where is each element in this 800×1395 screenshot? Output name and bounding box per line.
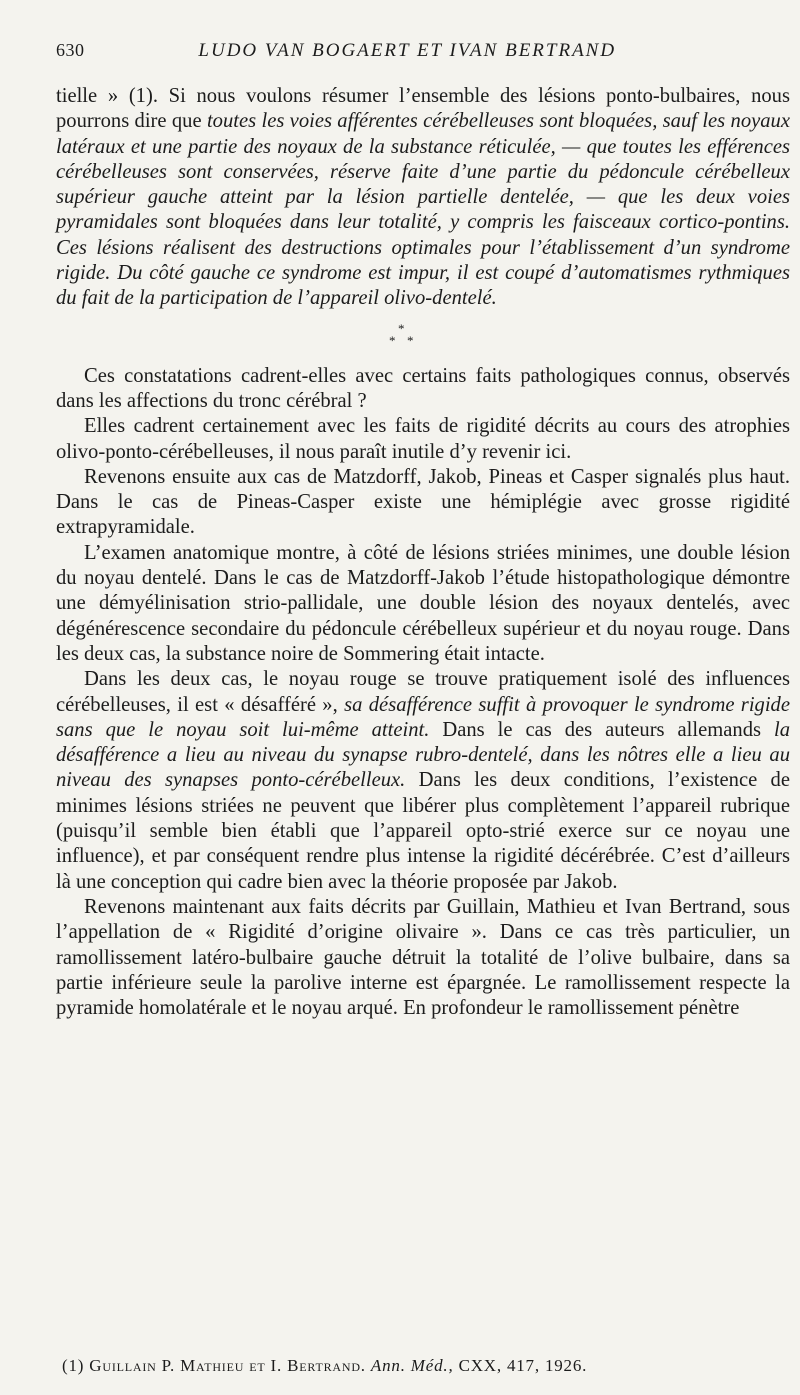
paragraph-7: Revenons maintenant aux faits décrits par Guillain, Mathieu et Ivan Bertrand, sous l’appellation de « Rigidité d’origine olivaire ». Dans ce cas très particulier, un ramollissement latéro-bulbaire gauche détruit la totalité de l’olive bulbaire, dans sa partie inférieure seule la parolive interne est épargnée. Le ramollissement respecte la pyramide homolatérale et le noyau arqué. En profondeur le ramollissement pénètre — [56, 895, 790, 1020]
paragraph-6-italic-1: sa désafférence suffit à provoquer le syndrome rigide sans que le noyau soit lui-même atteint. — [56, 693, 790, 741]
paragraph-6-part-e: Dans les deux conditions, l’existence de minimes lésions striées ne peuvent que libérer plus complètement l’appareil rubrique (puisqu’il semble bien établi que l’appareil opto-strié exerce sur ce noyau une influence), et par conséquent rendre plus intense la rigidité décérébrée. C’est d’ailleurs là une conception qui cadre bien avec la théorie proposée par Jakob. — [56, 769, 790, 893]
footnote-journal: Ann. Méd., — [370, 1356, 454, 1375]
asterism-star-left: * — [389, 332, 396, 348]
paragraph-4: Revenons ensuite aux cas de Matzdorff, Jakob, Pineas et Casper signalés plus haut. Dans le cas de Pineas-Casper existe une hémiplégie avec grosse rigidité extrapyramidale. — [56, 465, 790, 539]
footnote-authors: Guillain P. Mathieu et I. Bertrand. — [89, 1356, 366, 1375]
paragraph-3: Elles cadrent certainement avec les faits de rigidité décrits au cours des atrophies olivo-ponto-cérébelleuses, il nous paraît inutile d’y revenir ici. — [56, 415, 790, 463]
paragraph-1 — [56, 84, 790, 312]
paragraph-1-italic: toutes les voies afférentes cérébelleuses sont bloquées, sauf les noyaux latéraux et une partie des noyaux de la substance réticulée, — que toutes les efférences cérébelleuses sont conservées, réserve faite d’une partie du pédoncule cérébelleux supérieur gauche atteint par la lésion partielle dentelée, — que les deux voies pyramidales sont bloquées dans leur totalité, y compris les faisceaux cortico-pontins. Ces lésions réalisent des destructions optimales pour l’établissement d’un syndrome rigide. Du côté gauche ce syndrome est impur, il est coupé d’automatismes rythmiques du fait de la participation de l’appareil olivo-dentelé. — [56, 110, 790, 310]
paragraph-1-roman: tielle » (1). Si nous voulons résumer l’ensemble des lésions ponto-bulbaires, nous pourrons dire que — [56, 85, 790, 133]
running-title: LUDO VAN BOGAERT ET IVAN BERTRAND — [198, 40, 617, 61]
footnote-mark: (1) — [62, 1356, 85, 1375]
footnote-reference: CXX, 417, 1926. — [458, 1356, 588, 1375]
paragraph-6-part-c: Dans le cas des auteurs allemands — [429, 718, 774, 741]
page-header — [56, 40, 790, 84]
body-text — [56, 84, 790, 1021]
asterism-star-top: * — [398, 320, 405, 336]
paragraph-6 — [56, 667, 790, 895]
paragraph-6-part-a: Dans les deux cas, le noyau rouge se trouve pratiquement isolé des influences cérébelleuses, il est « désafféré », — [56, 668, 790, 716]
paragraph-2: Ces constatations cadrent-elles avec certains faits pathologiques connus, observés dans les affections du tronc cérébral ? — [56, 364, 790, 412]
footnote — [62, 1356, 780, 1376]
paragraph-6-italic-2: la désafférence a lieu au niveau du synapse rubro-dentelé, dans les nôtres elle a lieu au niveau des synapses ponto-cérébelleux. — [56, 718, 790, 792]
page-number: 630 — [56, 40, 85, 60]
paragraph-5: L’examen anatomique montre, à côté de lésions striées minimes, une double lésion du noyau dentelé. Dans le cas de Matzdorff-Jakob l’étude histopathologique démontre une démyélinisation strio-pallidale, une double lésion des noyaux dentelés, avec dégénérescence secondaire du pédoncule cérébelleux supérieur et du noyau rouge. Dans les deux cas, la substance noire de Sommering était intacte. — [56, 541, 790, 665]
asterism — [56, 312, 790, 364]
asterism-star-right: * — [407, 332, 414, 348]
